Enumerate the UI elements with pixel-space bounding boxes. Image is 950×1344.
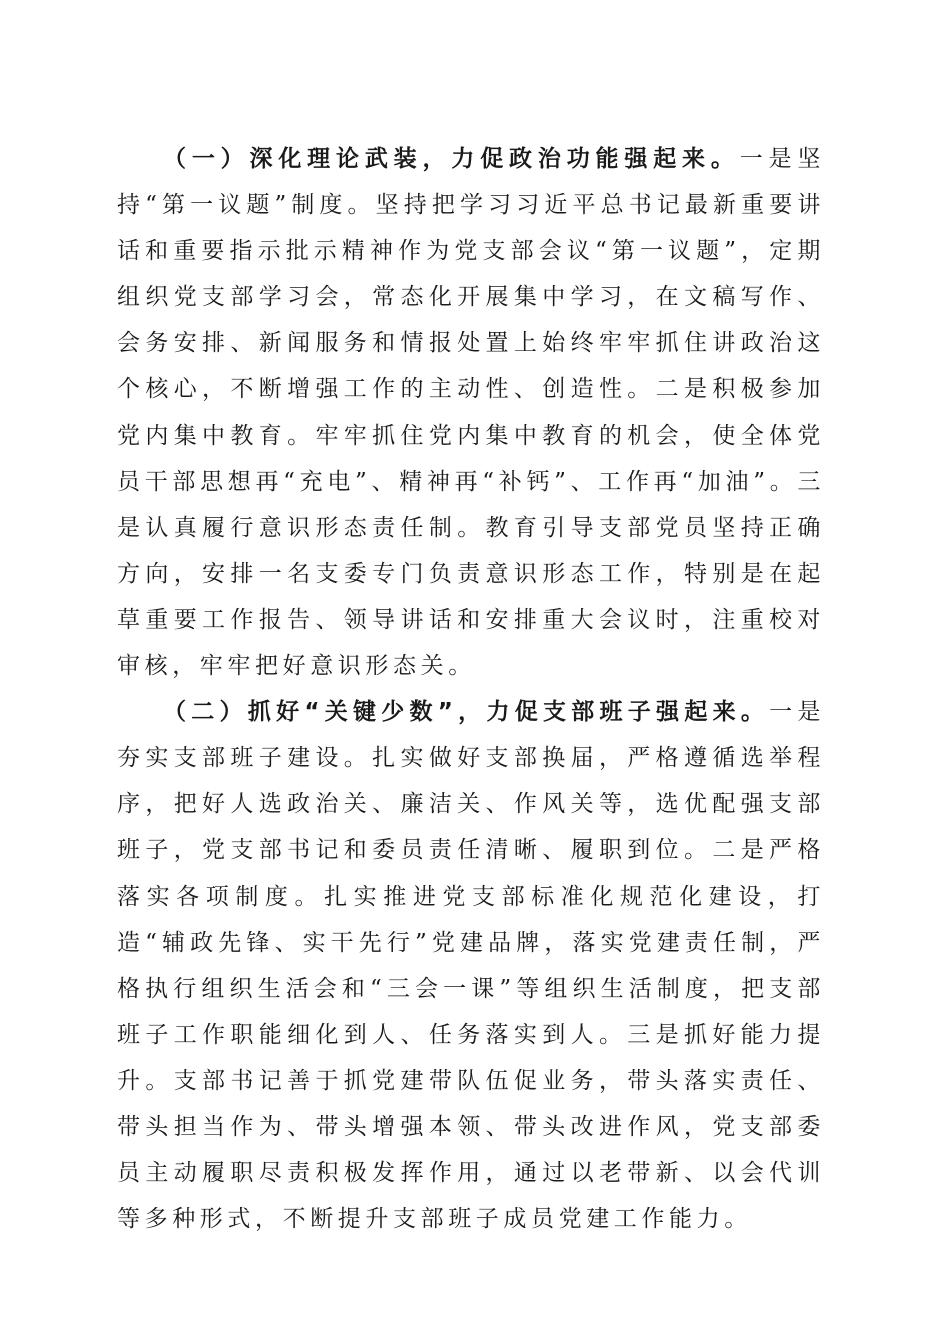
paragraph-1-heading: （一）深化理论武装，力促政治功能强起来。 (163, 146, 740, 172)
paragraph-2 (117, 689, 825, 1242)
paragraph-2-heading: （二）抓好“关键少数”，力促支部班子强起来。 (163, 699, 770, 726)
paragraph-1-text: 一是坚持“第一议题”制度。坚持把学习习近平总书记最新重要讲话和重要指示批示精神作为党支部会议“第一议题”，定期组织党支部学习会，常态化开展集中学习，在文稿写作、会务安排、新闻服务和情报处置上始终牢牢抓住讲政治这个核心，不断增强工作的主动性、创造性。二是积极参加党内集中教育。牢牢抓住党内集中教育的机会，使全体党员干部思想再“充电”、精神再“补钙”、工作再“加油”。三是认真履行意识形态责任制。教育引导支部党员坚持正确方向，安排一名支委专门负责意识形态工作，特别是在起草重要工作报告、领导讲话和安排重大会议时，注重校对审核，牢牢把好意识形态关。 (117, 146, 825, 680)
document-body (117, 136, 825, 1242)
paragraph-1 (117, 136, 825, 689)
paragraph-2-text: 一是夯实支部班子建设。扎实做好支部换届，严格遵循选举程序，把好人选政治关、廉洁关、作风关等，选优配强支部班子，党支部书记和委员责任清晰、履职到位。二是严格落实各项制度。扎实推进党支部标准化规范化建设，打造“辅政先锋、实干先行”党建品牌，落实党建责任制，严格执行组织生活会和“三会一课”等组织生活制度，把支部班子工作职能细化到人、任务落实到人。三是抓好能力提升。支部书记善于抓党建带队伍促业务，带头落实责任、带头担当作为、带头增强本领、带头改进作风，党支部委员主动履职尽责积极发挥作用，通过以老带新、以会代训等多种形式，不断提升支部班子成员党建工作能力。 (117, 699, 825, 1233)
